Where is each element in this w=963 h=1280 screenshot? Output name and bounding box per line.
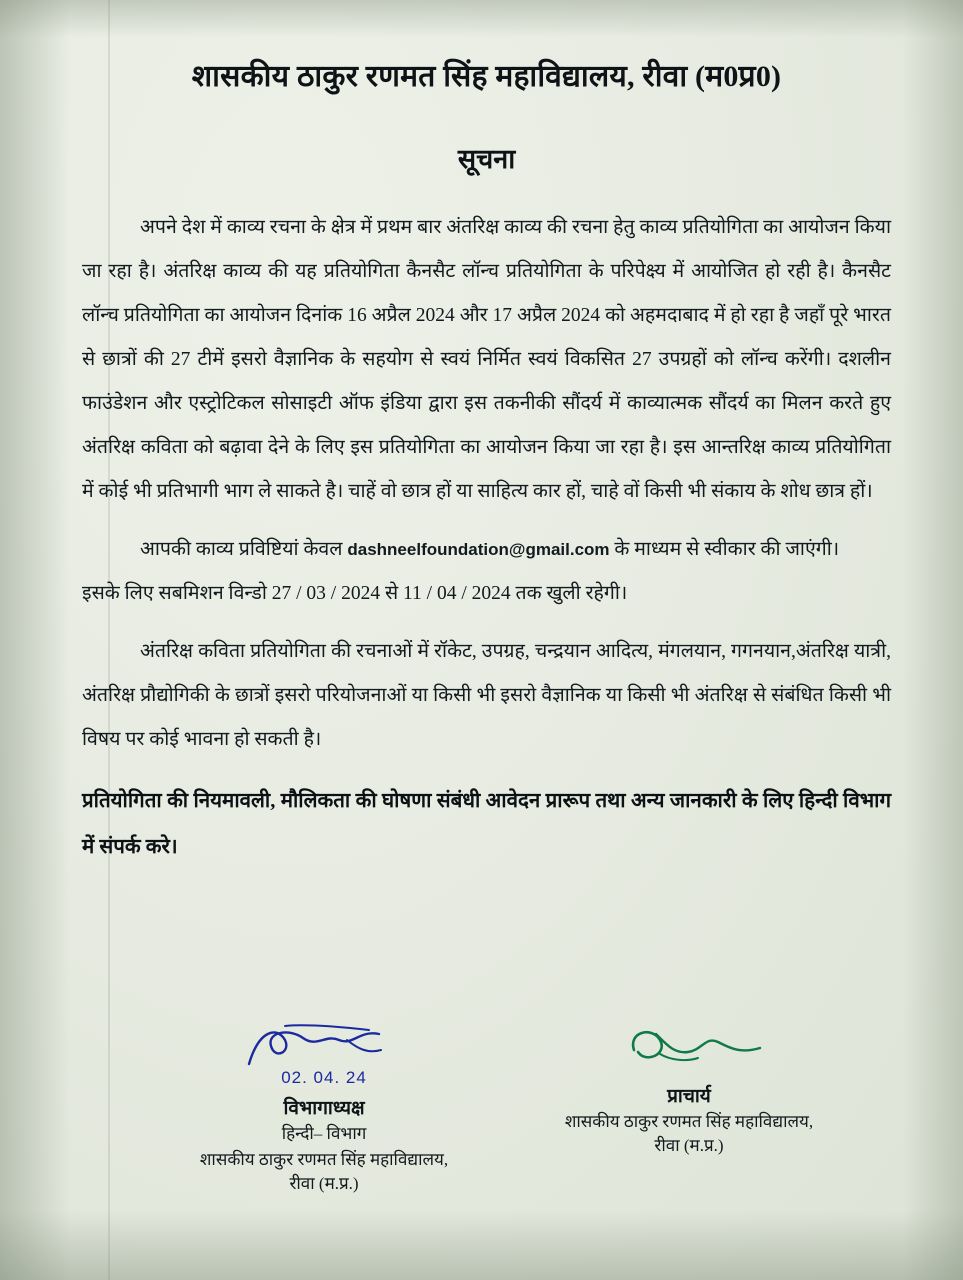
signature-date-hod: 02. 04. 24: [281, 1068, 367, 1087]
submission-email: dashneelfoundation@gmail.com: [347, 540, 610, 559]
submission-window-line: इसके लिए सबमिशन विन्डो 27 / 03 / 2024 से 11 / 04 / 2024 तक खुली रहेगी।: [82, 583, 628, 604]
signature-mark-hod: [142, 1020, 506, 1076]
designation-principal: प्राचार्य: [667, 1086, 711, 1107]
paragraph-2: [82, 528, 891, 572]
department-hod-block: [142, 1122, 506, 1146]
notice-heading: सूचना: [457, 144, 516, 174]
institution-title: शासकीय ठाकुर रणमत सिंह महाविद्यालय, रीवा (म0प्र0): [191, 60, 782, 93]
institution-hod-line1: शासकीय ठाकुर रणमत सिंह महाविद्यालय,: [199, 1150, 449, 1169]
paragraph-2-text-after-email: के माध्यम से स्वीकार की जाएंगी।: [609, 539, 840, 560]
designation-hod: विभागाध्यक्ष: [283, 1098, 365, 1119]
institution-principal-block: [507, 1110, 871, 1158]
signature-block-hod: [82, 1020, 506, 1196]
department-hod: हिन्दी– विभाग: [281, 1124, 367, 1143]
institution-hod-block: [142, 1148, 506, 1196]
signature-row: [82, 1020, 891, 1196]
institution-principal-line2: रीवा (म.प्र.): [654, 1136, 724, 1155]
paragraph-3: अंतरिक्ष कविता प्रतियोगिता की रचनाओं में रॉकेट, उपग्रह, चन्द्रयान आदित्य, मंगलयान, गगनयान,अंतरिक्ष यात्री, अंतरिक्ष प्रौद्योगिकी के छात्रों इसरो परियोजनाओं या किसी भी इसरो वैज्ञानिक या किसी भी अंतरिक्ष से संबंधित किसी भी विषय पर कोई भावना हो सकती है।: [82, 641, 891, 750]
paragraph-2-text-before-email: आपकी काव्य प्रविष्टियां केवल: [140, 539, 348, 560]
signature-block-principal: [507, 1020, 891, 1158]
signature-mark-principal: [507, 1020, 871, 1076]
institution-principal-line1: शासकीय ठाकुर रणमत सिंह महाविद्यालय,: [564, 1112, 814, 1131]
paragraph-4-contact-info: प्रतियोगिता की नियमावली, मौलिकता की घोषणा संबंधी आवेदन प्रारूप तथा अन्य जानकारी के लिए हिन्दी विभाग में संपर्क करे।: [82, 790, 891, 858]
institution-hod-line2: रीवा (म.प्र.): [289, 1174, 359, 1193]
paragraph-1: अपने देश में काव्य रचना के क्षेत्र में प्रथम बार अंतरिक्ष काव्य की रचना हेतु काव्य प्रतियोगिता का आयोजन किया जा रहा है। अंतरिक्ष काव्य की यह प्रतियोगिता कैनसैट लॉन्च प्रतियोगिता के परिपेक्ष्य में आयोजित हो रही है। कैनसैट लॉन्च प्रतियोगिता का आयोजन दिनांक 16 अप्रैल 2024 और 17 अप्रैल 2024 को अहमदाबाद में हो रहा है जहाँ पूरे भारत से छात्रों की 27 टीमें इसरो वैज्ञानिक के सहयोग से स्वयं निर्मित स्वयं विकसित 27 उपग्रहों को लॉन्च करेंगी। दशलीन फाउंडेशन और एस्ट्रोटिकल सोसाइटी ऑफ इंडिया द्वारा इस तकनीकी सौंदर्य में काव्यात्मक सौंदर्य का मिलन करते हुए अंतरिक्ष कविता को बढ़ावा देने के लिए इस प्रतियोगिता का आयोजन किया जा रहा है। इस आन्तरिक्ष काव्य प्रतियोगिता में कोई भी प्रतिभागी भाग ले साकते है। चाहें वो छात्र हों या साहित्य कार हों, चाहे वों किसी भी संकाय के शोध छात्र हों।: [82, 217, 891, 502]
